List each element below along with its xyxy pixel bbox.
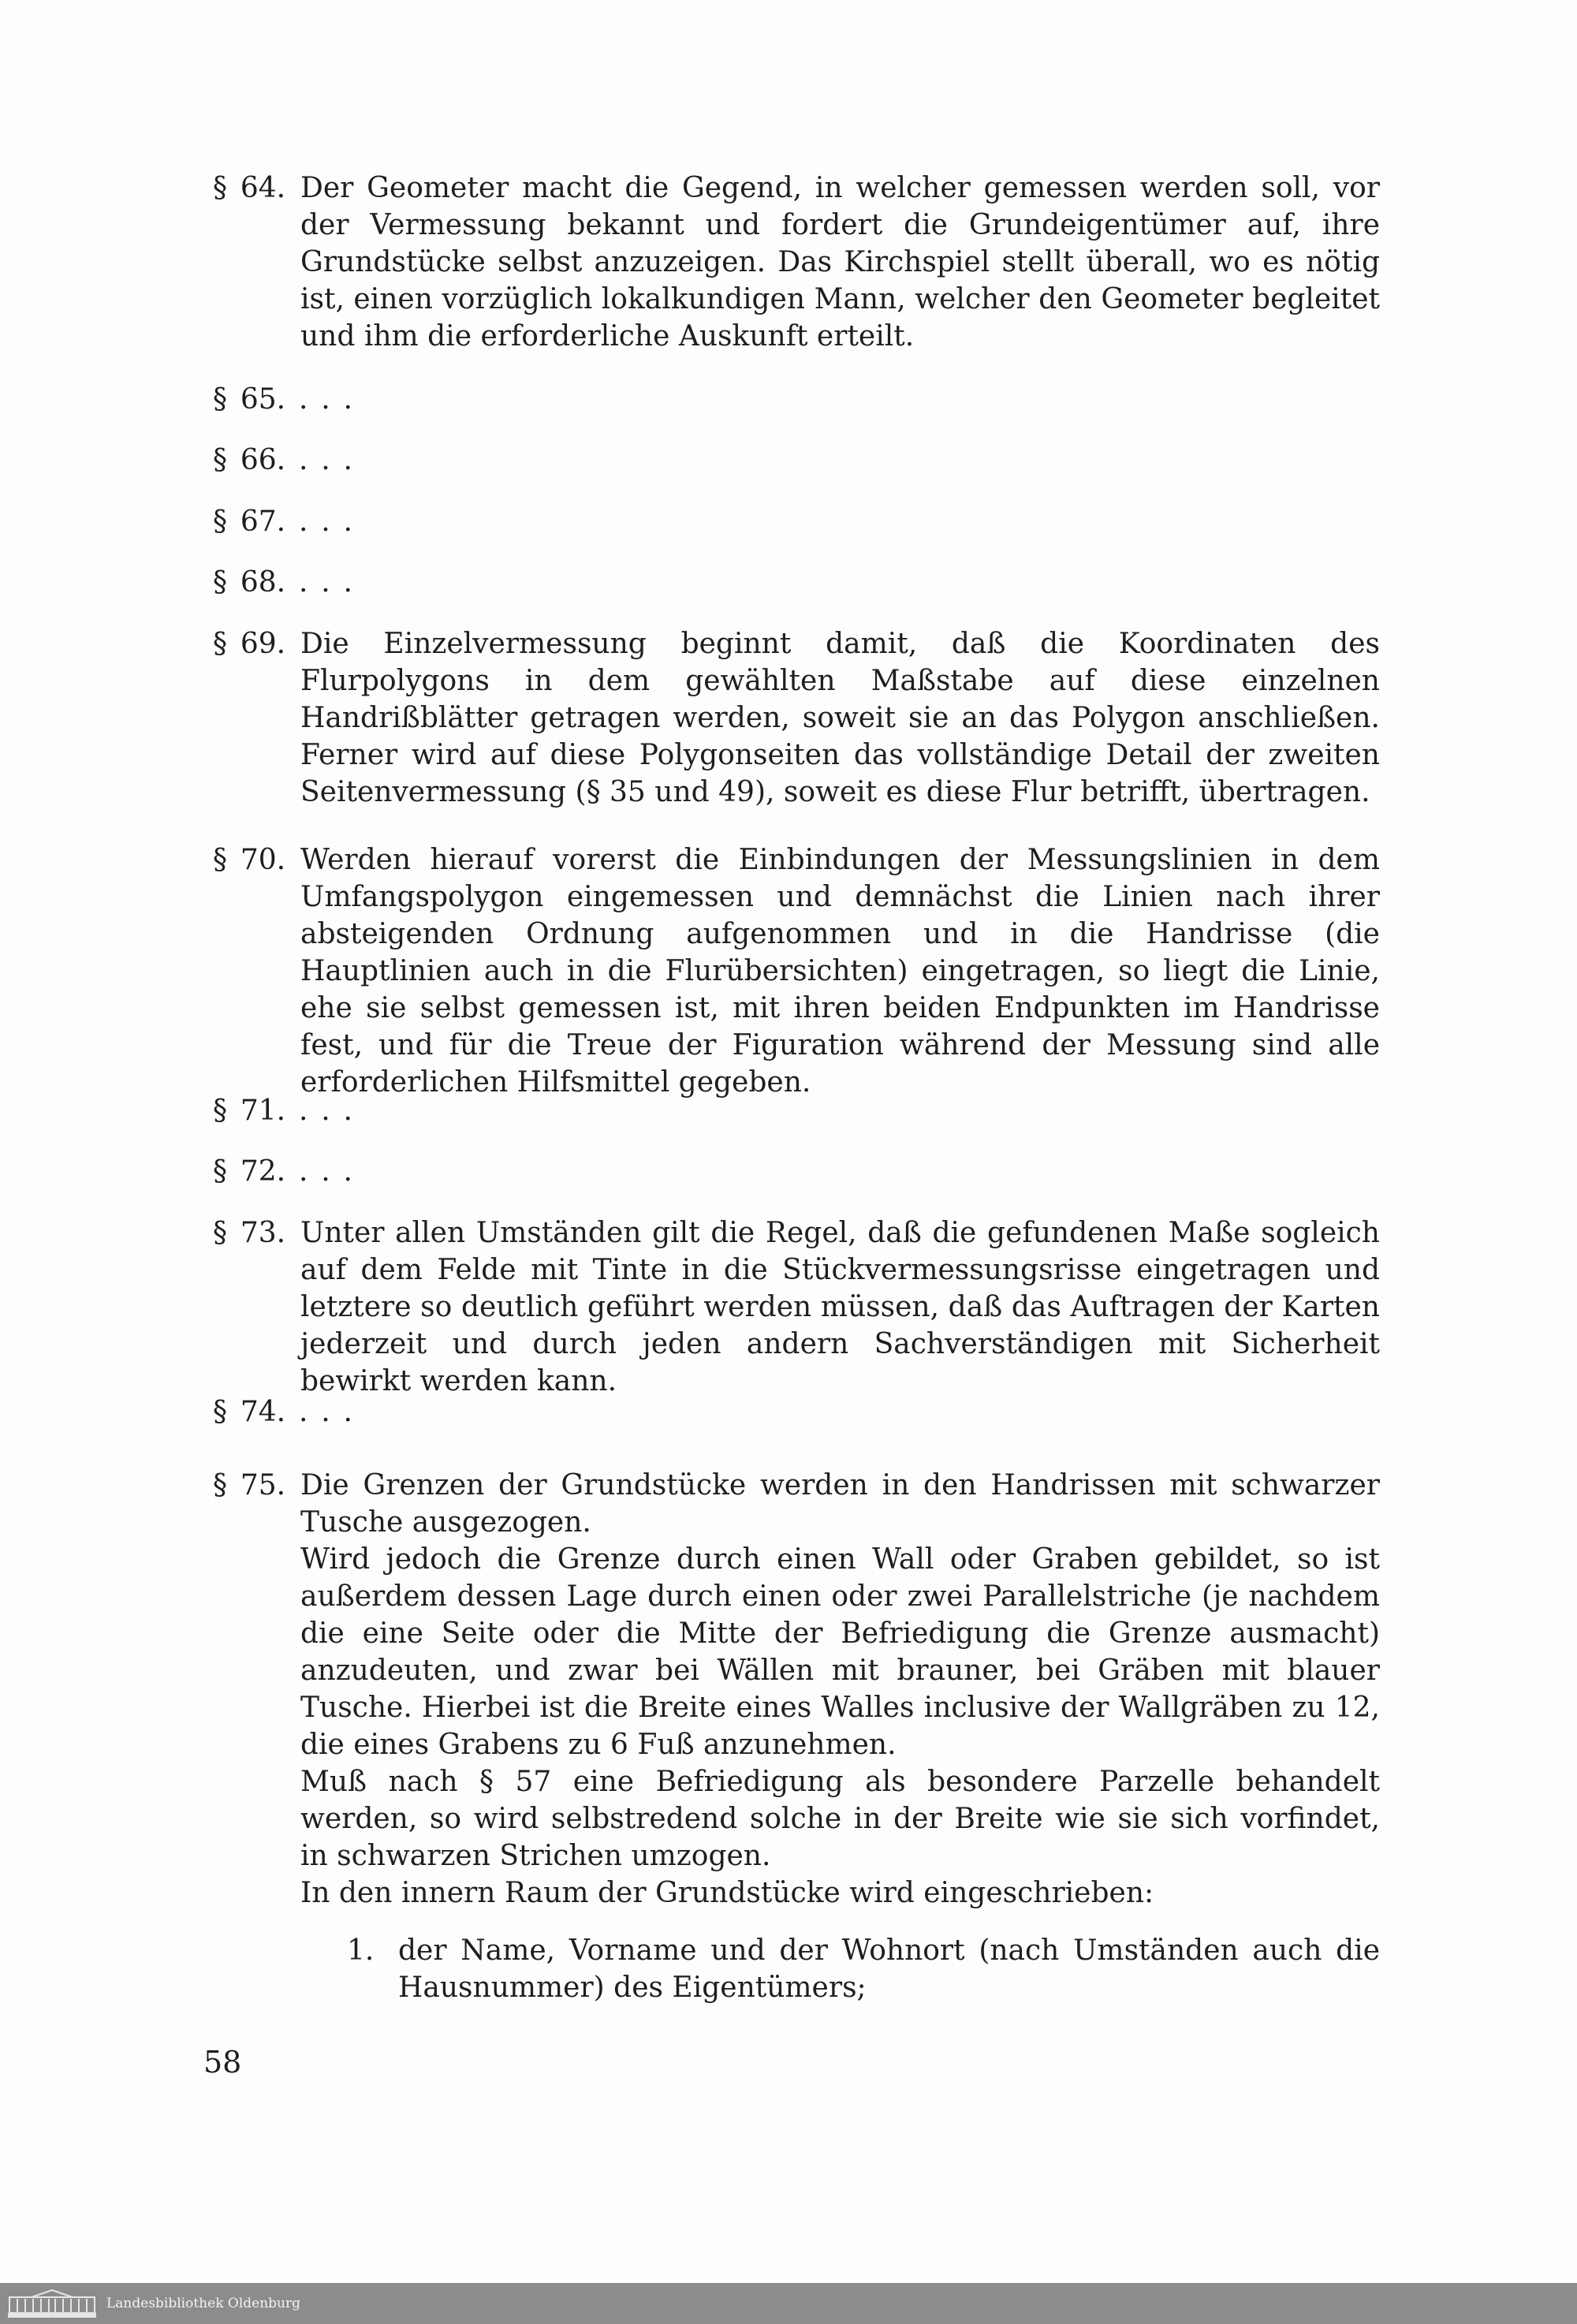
section-72: § 72. . . .	[213, 1155, 352, 1188]
paragraph: In den innern Raum der Grundstücke wird eingeschrieben:	[300, 1877, 1154, 1909]
page-number: 58	[203, 2045, 242, 2080]
paragraph: Die Einzelvermessung beginnt damit, daß die Koordinaten des Flurpolygons in dem gewählten Maßstabe auf diese einzelnen Handrißblätter getragen werden, soweit sie an das Polygon anschließen. Ferner wird auf diese Polygonseiten das vollständige Detail der zweiten Seitenvermessung (§ 35 und 49), soweit es diese Flur betrifft, übertragen.	[300, 628, 1380, 808]
section-number: § 75.	[213, 1469, 286, 1501]
list-item	[347, 1932, 1380, 2006]
section-text	[300, 1467, 1380, 1912]
footer-bar	[0, 2283, 1577, 2324]
paragraph: Unter allen Umständen gilt die Regel, daß die gefundenen Maße sogleich auf dem Felde mit Tinte in die Stückvermessungsrisse eingetragen und letztere so deutlich geführt werden müssen, daß das Auftragen der Karten jederzeit und durch jeden andern Sachverständigen mit Sicherheit bewirkt werden kann.	[300, 1217, 1380, 1397]
paragraph: Die Grenzen der Grundstücke werden in den Handrissen mit schwarzer Tusche ausgezogen.	[300, 1469, 1380, 1539]
section-65: § 65. . . .	[213, 383, 352, 416]
section-67: § 67. . . .	[213, 505, 352, 538]
section-number: § 73.	[213, 1217, 286, 1249]
section-text	[300, 1214, 1380, 1400]
library-building-icon	[8, 2289, 96, 2318]
section-70	[213, 841, 1380, 1101]
section-text	[300, 625, 1380, 811]
section-71: § 71. . . .	[213, 1095, 352, 1127]
paragraph: Der Geometer macht die Gegend, in welcher gemessen werden soll, vor der Vermessung bekannt und fordert die Grundeigentümer auf, ihre Grundstücke selbst anzuzeigen. Das Kirchspiel stellt überall, wo es nötig ist, einen vorzüglich lokalkundigen Mann, welcher den Geometer begleitet und ihm die erforderliche Auskunft erteilt.	[300, 172, 1380, 353]
section-75	[213, 1467, 1380, 1912]
section-73	[213, 1214, 1380, 1400]
section-text	[300, 841, 1380, 1101]
paragraph: Werden hierauf vorerst die Einbindungen der Messungslinien in dem Umfangspolygon eingemessen und demnächst die Linien nach ihrer absteigenden Ordnung aufgenommen und in die Handrisse (die Hauptlinien auch in die Flurübersichten) eingetragen, so liegt die Linie, ehe sie selbst gemessen ist, mit ihren beiden Endpunkten im Handrisse fest, und für die Treue der Figuration während der Messung sind alle erforderlichen Hilfsmittel gegeben.	[300, 844, 1380, 1099]
section-number: § 69.	[213, 628, 286, 660]
paragraph: Wird jedoch die Grenze durch einen Wall oder Graben gebildet, so ist außerdem dessen Lage durch einen oder zwei Parallelstriche (je nachdem die eine Seite oder die Mitte der Befriedigung die Grenze ausmacht) anzudeuten, und zwar bei Wällen mit brauner, bei Gräben mit blauer Tusche. Hierbei ist die Breite eines Walles inclusive der Wallgräben zu 12, die eines Grabens zu 6 Fuß anzunehmen.	[300, 1543, 1380, 1761]
list-item-number: 1.	[347, 1934, 375, 1967]
section-69	[213, 625, 1380, 811]
section-68: § 68. . . .	[213, 566, 352, 599]
paragraph: Muß nach § 57 eine Befriedigung als besondere Parzelle behandelt werden, so wird selbstredend solche in der Breite wie sie sich vorfindet, in schwarzen Strichen umzogen.	[300, 1766, 1380, 1872]
section-64	[213, 170, 1380, 355]
section-66: § 66. . . .	[213, 444, 352, 476]
library-name: Landesbibliothek Oldenburg	[106, 2296, 301, 2311]
list-item-text: der Name, Vorname und der Wohnort (nach Umständen auch die Hausnummer) des Eigentümers;	[398, 1934, 1380, 2004]
section-74: § 74. . . .	[213, 1396, 352, 1428]
section-number: § 64.	[213, 172, 286, 204]
section-number: § 70.	[213, 844, 286, 876]
section-text	[300, 170, 1380, 355]
